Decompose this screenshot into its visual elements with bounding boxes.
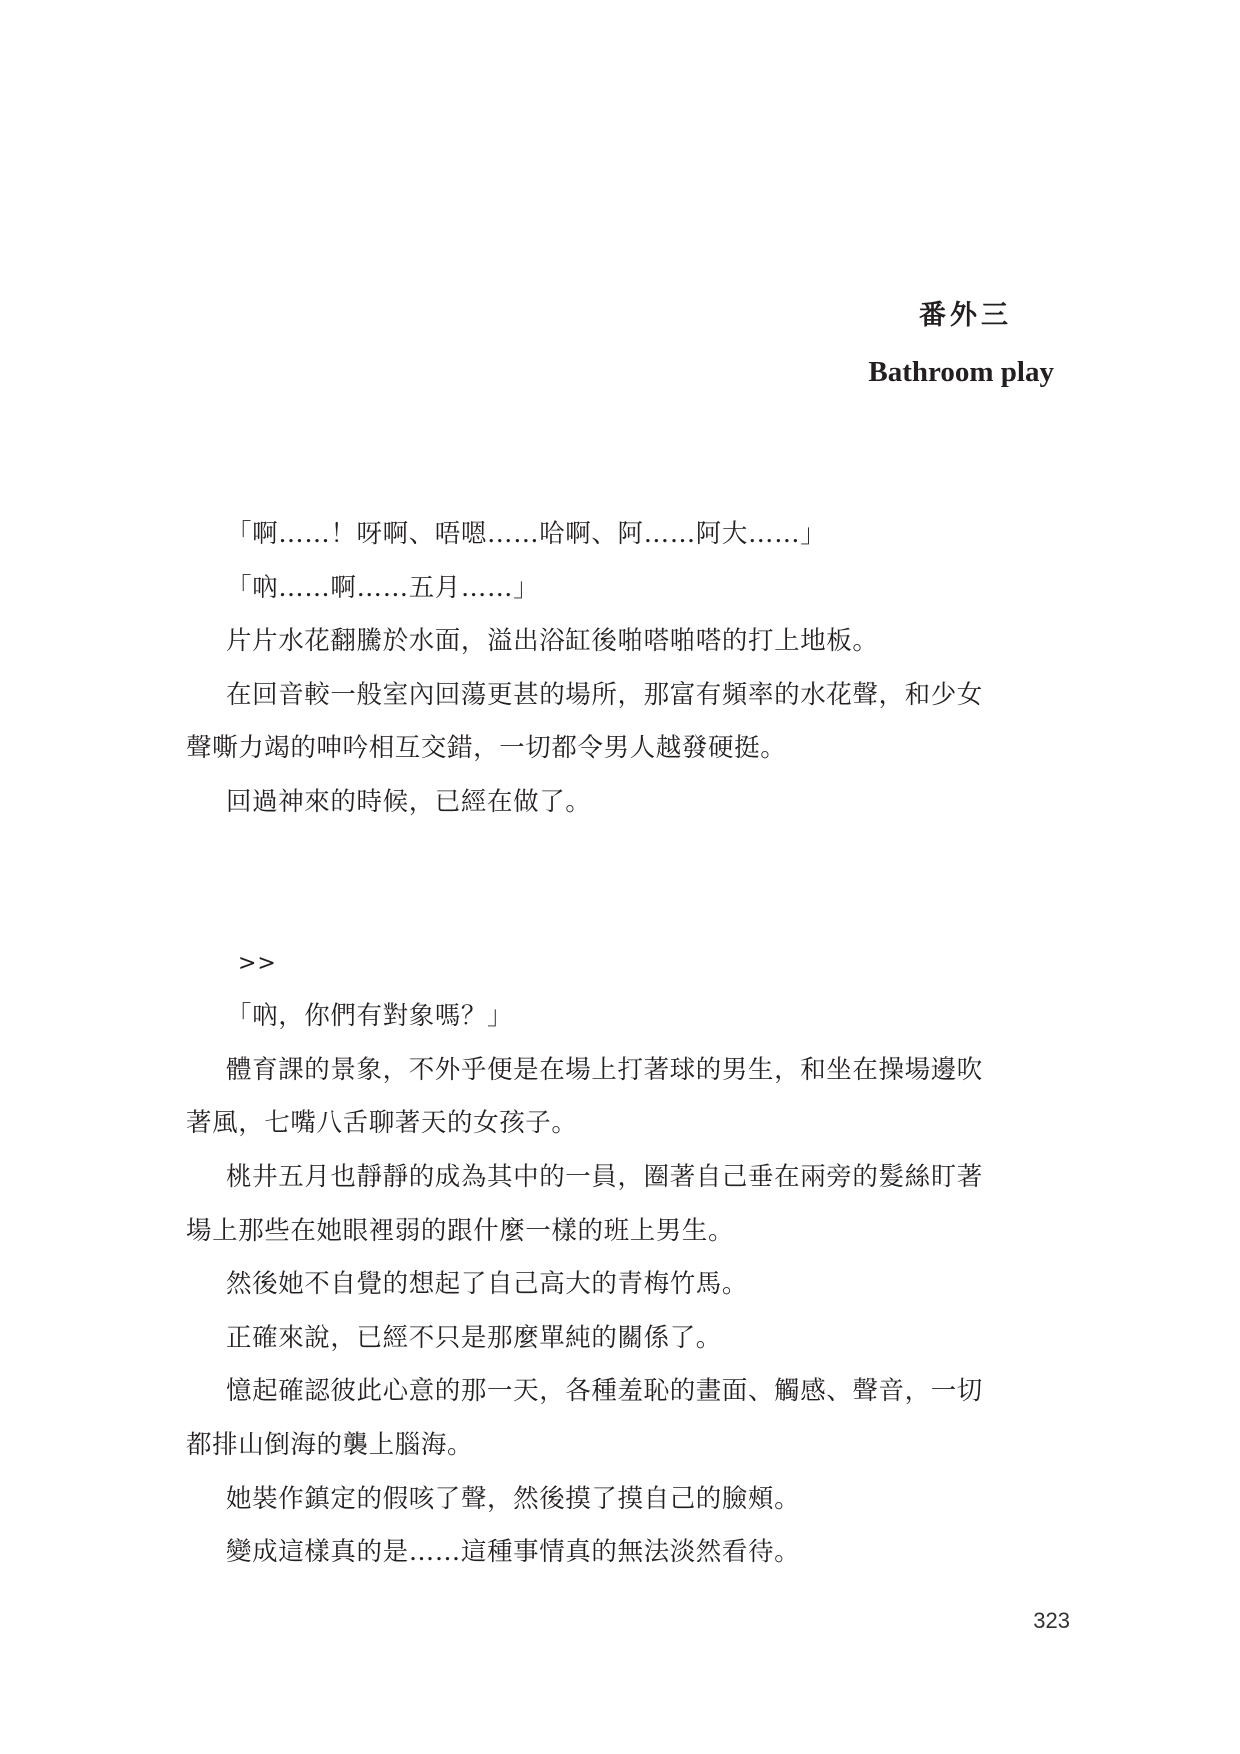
section-gap (186, 830, 1056, 937)
paragraph-line: 聲嘶力竭的呻吟相互交錯，一切都令男人越發硬挺。 (186, 733, 787, 764)
paragraph-line: 憶起確認彼此心意的那一天，各種羞恥的畫面、觸感、聲音，一切 (226, 1376, 983, 1407)
chapter-title: 番外三 (919, 300, 1012, 331)
paragraph-line: 在回音較一般室內回蕩更甚的場所，那富有頻率的水花聲，和少女 (226, 679, 983, 710)
page-number: 323 (1033, 1608, 1070, 1633)
paragraph-line: 回過神來的時候，已經在做了。 (226, 786, 592, 817)
paragraph-line: 片片水花翻騰於水面，溢出浴缸後啪嗒啪嗒的打上地板。 (226, 626, 879, 657)
chapter-subtitle: Bathroom play (868, 356, 1054, 388)
paragraph-line: 著風，七嘴八舌聊著天的女孩子。 (186, 1108, 578, 1139)
body-text (186, 508, 1056, 1580)
dialogue-line: 「啊……！呀啊、唔嗯……哈啊、阿……阿大……」 (226, 519, 827, 549)
dialogue-line: 「吶，你們有對象嗎？」 (226, 1001, 514, 1032)
paragraph-line: 場上那些在她眼裡弱的跟什麼一樣的班上男生。 (186, 1215, 735, 1246)
paragraph-line: 桃井五月也靜靜的成為其中的一員，圈著自己垂在兩旁的髮絲盯著 (226, 1161, 983, 1192)
paragraph-line: 體育課的景象，不外乎便是在場上打著球的男生，和坐在操場邊吹 (226, 1054, 983, 1085)
dialogue-line: 「吶……啊……五月……」 (226, 572, 540, 603)
section-marker: >> (238, 950, 277, 976)
paragraph-line: 變成這樣真的是……這種事情真的無法淡然看待。 (226, 1537, 801, 1568)
paragraph-line: 都排山倒海的襲上腦海。 (186, 1429, 474, 1460)
paragraph-line: 然後她不自覺的想起了自己高大的青梅竹馬。 (226, 1269, 749, 1300)
paragraph-line: 她裝作鎮定的假咳了聲，然後摸了摸自己的臉頰。 (226, 1483, 801, 1514)
paragraph-line: 正確來說，已經不只是那麼單純的關係了。 (226, 1322, 722, 1353)
